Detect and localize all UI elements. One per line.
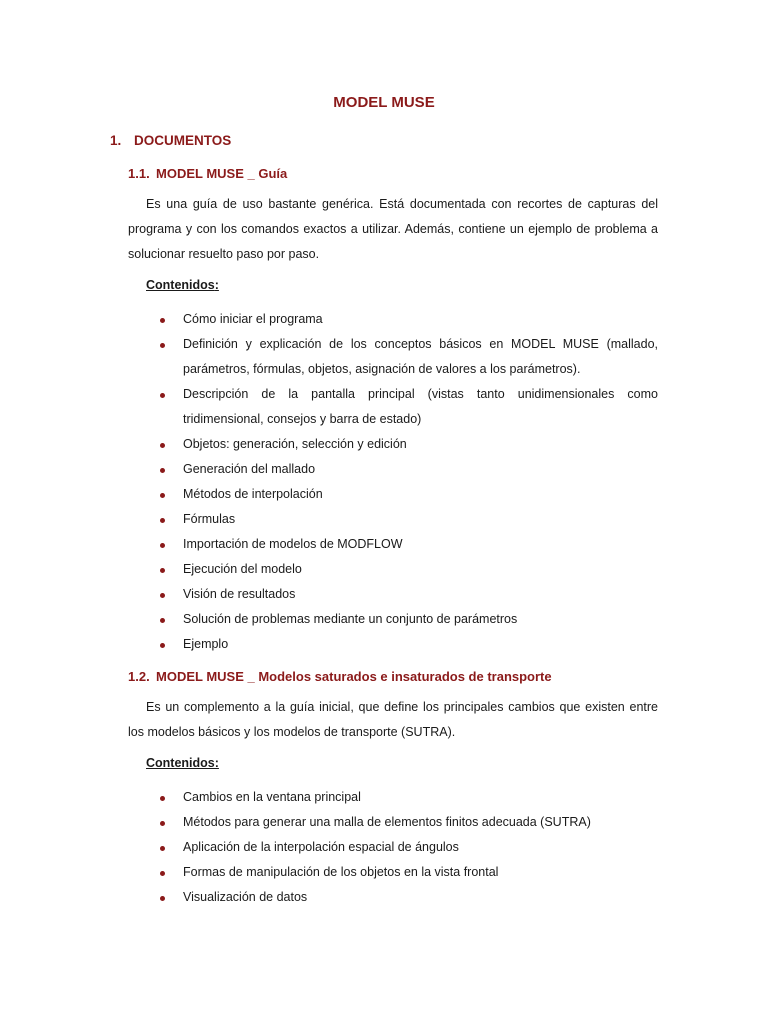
- bullet-icon: [160, 493, 165, 498]
- bullet-icon: [160, 393, 165, 398]
- subsection-label: MODEL MUSE _ Guía: [156, 166, 288, 181]
- list-item-text: Fórmulas: [183, 512, 236, 526]
- list-item-text: Ejemplo: [183, 637, 229, 651]
- list-item: [146, 507, 658, 532]
- list-item: [146, 582, 658, 607]
- bullet-icon: [160, 846, 165, 851]
- list-item: [146, 885, 658, 910]
- bullet-icon: [160, 796, 165, 801]
- list-item: [146, 860, 658, 885]
- list-item-text: Descripción de la pantalla principal (vistas tanto unidimensionales como tridimensional, consejos y barra de estado): [183, 387, 658, 426]
- subsection-label: MODEL MUSE _ Modelos saturados e insaturados de transporte: [156, 669, 552, 684]
- bullet-icon: [160, 343, 165, 348]
- bullet-icon: [160, 443, 165, 448]
- list-item-text: Métodos para generar una malla de elementos finitos adecuada (SUTRA): [183, 815, 591, 829]
- list-item: [146, 607, 658, 632]
- bullet-icon: [160, 896, 165, 901]
- subsection-heading-guia: [128, 166, 287, 181]
- list-item-text: Ejecución del modelo: [183, 562, 302, 576]
- bullet-icon: [160, 518, 165, 523]
- list-item: [146, 432, 658, 457]
- list-item: [146, 382, 658, 432]
- list-item: [146, 332, 658, 382]
- list-item-text: Aplicación de la interpolación espacial de ángulos: [183, 840, 459, 854]
- bullet-icon: [160, 468, 165, 473]
- list-item: [146, 835, 658, 860]
- bullet-icon: [160, 318, 165, 323]
- list-item-text: Importación de modelos de MODFLOW: [183, 537, 403, 551]
- subsection-number: 1.1.: [128, 166, 150, 181]
- list-item-text: Objetos: generación, selección y edición: [183, 437, 407, 451]
- list-item-text: Cómo iniciar el programa: [183, 312, 323, 326]
- bullet-icon: [160, 821, 165, 826]
- section-label: DOCUMENTOS: [134, 133, 232, 148]
- transporte-contents-label: Contenidos:: [146, 756, 219, 770]
- list-item-text: Visualización de datos: [183, 890, 308, 904]
- list-item-text: Definición y explicación de los conceptos básicos en MODEL MUSE (mallado, parámetros, fórmulas, objetos, asignación de valores a los parámetros).: [183, 337, 658, 376]
- bullet-icon: [160, 543, 165, 548]
- bullet-icon: [160, 593, 165, 598]
- contents-label-text: Contenidos: [146, 278, 215, 292]
- list-item-text: Métodos de interpolación: [183, 487, 323, 501]
- list-item: [146, 532, 658, 557]
- list-item: [146, 632, 658, 657]
- subsection-number: 1.2.: [128, 669, 150, 684]
- contents-colon: :: [214, 278, 219, 292]
- section-heading-documentos: [110, 133, 231, 148]
- list-item: [146, 457, 658, 482]
- list-item-text: Generación del mallado: [183, 462, 316, 476]
- section-number: 1.: [110, 133, 122, 148]
- list-item-text: Solución de problemas mediante un conjunto de parámetros: [183, 612, 518, 626]
- list-item-text: Cambios en la ventana principal: [183, 790, 361, 804]
- list-item: [146, 810, 658, 835]
- subsection-heading-transporte: [128, 669, 552, 684]
- document-title: MODEL MUSE: [333, 94, 435, 111]
- bullet-icon: [160, 568, 165, 573]
- list-item-text: Visión de resultados: [183, 587, 296, 601]
- bullet-icon: [160, 643, 165, 648]
- list-item: [146, 557, 658, 582]
- guia-intro-paragraph: Es una guía de uso bastante genérica. Está documentada con recortes de capturas del programa y con los comandos exactos a utilizar. Además, contiene un ejemplo de problema a solucionar resuelto paso por paso.: [128, 197, 658, 261]
- bullet-icon: [160, 871, 165, 876]
- list-item-text: Formas de manipulación de los objetos en la vista frontal: [183, 865, 499, 879]
- list-item: [146, 482, 658, 507]
- transporte-intro-paragraph: Es un complemento a la guía inicial, que define los principales cambios que existen entre los modelos básicos y los modelos de transporte (SUTRA).: [128, 700, 658, 739]
- list-item: [146, 307, 658, 332]
- list-item: [146, 785, 658, 810]
- bullet-icon: [160, 618, 165, 623]
- transporte-contents-list: [146, 785, 658, 910]
- guia-contents-label: [146, 278, 219, 292]
- guia-contents-list: [146, 307, 658, 657]
